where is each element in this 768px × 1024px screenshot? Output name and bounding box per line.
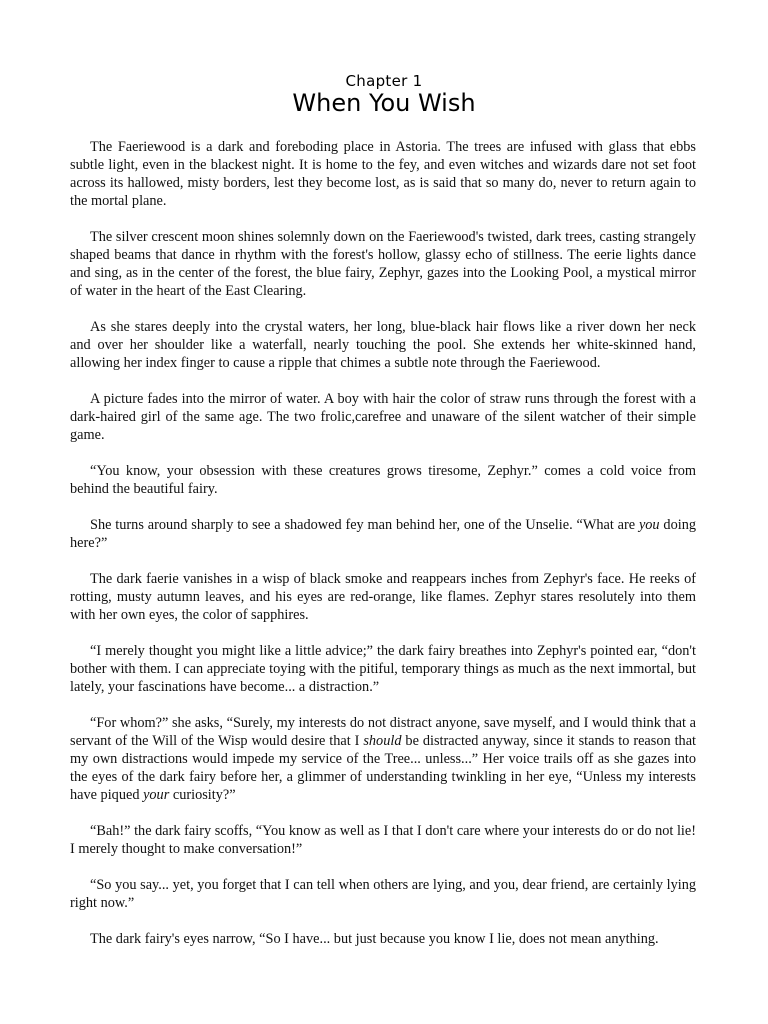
italic-text: should xyxy=(363,733,402,749)
text-run: “For whom?” she asks, “Surely, my interests do not distract anyone, save myself, and I would think that a servant of the Will of the Wisp would desire that I xyxy=(70,715,696,749)
paragraph xyxy=(70,228,696,300)
paragraph xyxy=(70,570,696,624)
text-run: The dark faerie vanishes in a wisp of black smoke and reappears inches from Zephyr's face. He reeks of rotting, musty autumn leaves, and his eyes are red-orange, like flames. Zephyr stares resolutely into them with her own eyes, the color of sapphires. xyxy=(70,571,696,623)
chapter-label: Chapter 1 xyxy=(345,72,423,90)
text-run: The dark fairy's eyes narrow, “So I have... but just because you know I lie, does not mean anything. xyxy=(90,931,659,947)
paragraph xyxy=(70,516,696,552)
paragraph xyxy=(70,390,696,444)
text-run: “Bah!” the dark fairy scoffs, “You know as well as I that I don't care where your interests do or do not lie! I merely thought to make conversation!” xyxy=(70,823,696,857)
text-run: “So you say... yet, you forget that I can tell when others are lying, and you, dear friend, are certainly lying right now.” xyxy=(70,877,696,911)
paragraph xyxy=(70,822,696,858)
text-run: “I merely thought you might like a little advice;” the dark fairy breathes into Zephyr's pointed ear, “don't bother with them. I can appreciate toying with the pitiful, temporary things as much as the next immortal, but lately, your fascinations have become... a distraction.” xyxy=(70,643,696,695)
paragraph xyxy=(70,138,696,210)
text-run: The Faeriewood is a dark and foreboding place in Astoria. The trees are infused with glass that ebbs subtle light, even in the blackest night. It is home to the fey, and even witches and wizards dare not set foot across its hallowed, misty borders, lest they become lost, as is said that so many do, never to return again to the mortal plane. xyxy=(70,139,696,209)
text-run: The silver crescent moon shines solemnly down on the Faeriewood's twisted, dark trees, casting strangely shaped beams that dance in rhythm with the forest's hollow, glassy echo of stillness. The eerie lights dance and sing, as in the center of the forest, the blue fairy, Zephyr, gazes into the Looking Pool, a mystical mirror of water in the heart of the East Clearing. xyxy=(70,229,696,299)
chapter-title: When You Wish xyxy=(292,89,476,117)
text-run: doing here?” xyxy=(70,517,697,551)
text-run: curiosity?” xyxy=(169,787,236,803)
paragraph xyxy=(70,930,696,948)
paragraph xyxy=(70,714,696,804)
text-run: As she stares deeply into the crystal waters, her long, blue-black hair flows like a river down her neck and over her shoulder like a waterfall, nearly touching the pool. She extends her white-skinned hand, allowing her index finger to cause a ripple that chimes a subtle note through the Faeriewood. xyxy=(70,319,696,371)
text-run: A picture fades into the mirror of water. A boy with hair the color of straw runs through the forest with a dark-haired girl of the same age. The two frolic,carefree and unaware of the silent watcher of their simple game. xyxy=(70,391,696,443)
paragraph xyxy=(70,318,696,372)
chapter-body xyxy=(70,138,696,948)
italic-text: you xyxy=(638,517,660,533)
paragraph xyxy=(70,462,696,498)
paragraph xyxy=(70,876,696,912)
text-run: She turns around sharply to see a shadowed fey man behind her, one of the Unselie. “What are xyxy=(90,517,639,533)
text-run: be distracted anyway, since it stands to reason that my own distractions would impede my service of the Tree... unless...” Her voice trails off as she gazes into the eyes of the dark fairy before her, a glimmer of understanding twinkling in her eye, “Unless my interests have piqued xyxy=(70,733,697,803)
text-run: “You know, your obsession with these creatures grows tiresome, Zephyr.” comes a cold voice from behind the beautiful fairy. xyxy=(70,463,696,497)
italic-text: your xyxy=(143,787,170,803)
paragraph xyxy=(70,642,696,696)
